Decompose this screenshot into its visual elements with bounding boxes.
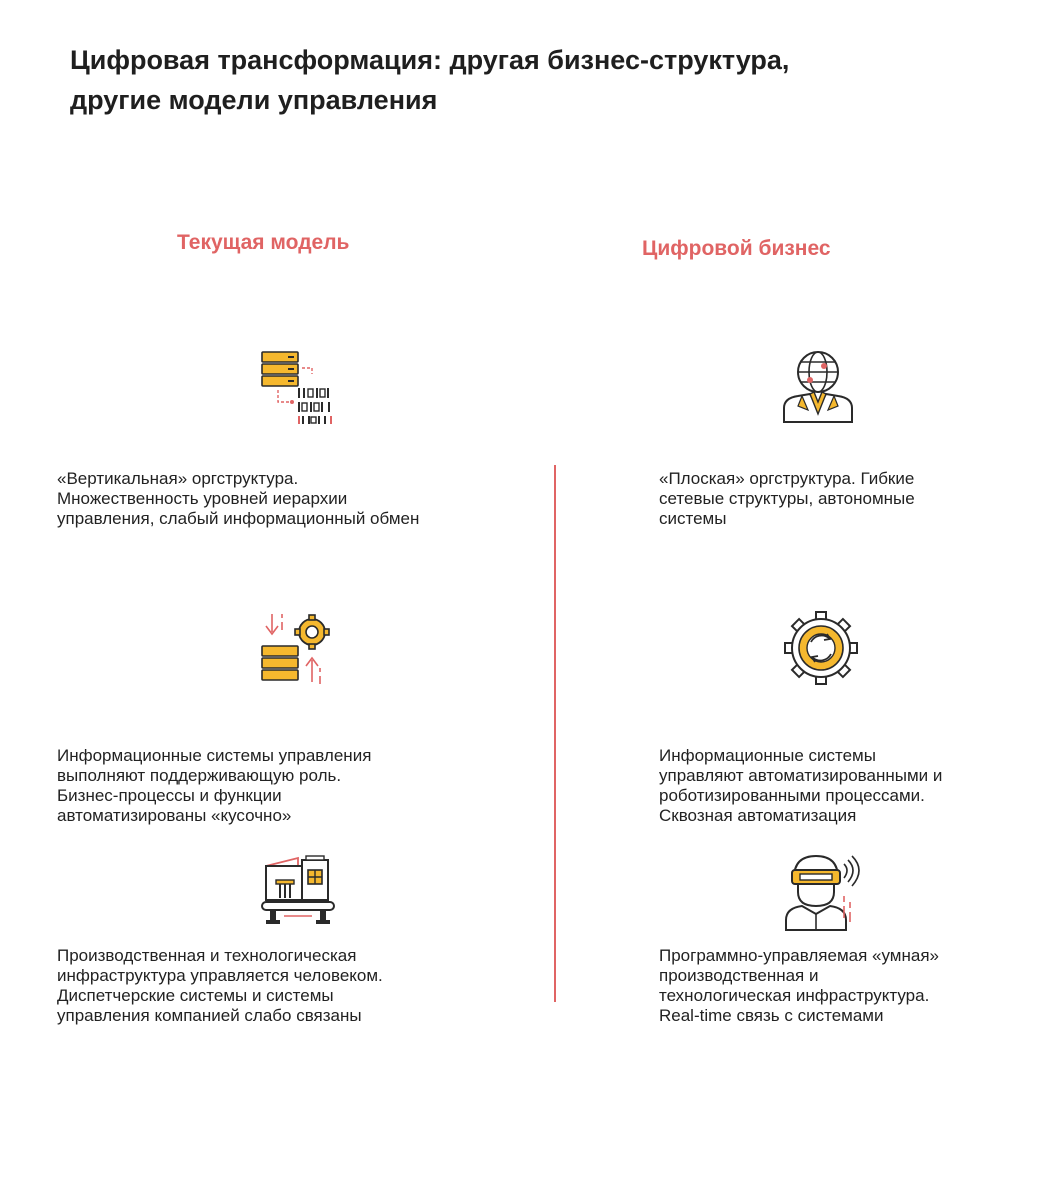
- left-item-2-text: Информационные системы управления выполняют поддерживающую роль. Бизнес-процессы и функции автоматизированы «кусочно»: [57, 746, 372, 825]
- left-column-heading: Текущая модель: [177, 231, 350, 254]
- title-line-1: Цифровая трансформация: другая бизнес-структура,: [70, 45, 790, 75]
- right-item-3-text: Программно-управляемая «умная» производственная и технологическая инфраструктура. Real-time связь с системами: [659, 946, 939, 1025]
- vr-headset-person-icon: [780, 852, 860, 932]
- factory-icon: [258, 852, 338, 932]
- right-item-2-text: Информационные системы управляют автоматизированными и роботизированными процессами. Сквозная автоматизация: [659, 746, 943, 825]
- title-line-2: другие модели управления: [70, 85, 438, 115]
- column-divider: [554, 465, 556, 1002]
- server-data-icon: [258, 348, 338, 428]
- gear-cycle-icon: [781, 608, 861, 688]
- right-item-1-text: «Плоская» оргструктура. Гибкие сетевые структуры, автономные системы: [659, 469, 915, 528]
- page-title: [70, 40, 970, 120]
- left-item-1-text: «Вертикальная» оргструктура. Множественность уровней иерархии управления, слабый информационный обмен: [57, 469, 420, 528]
- globe-head-person-icon: [778, 346, 858, 426]
- database-gear-icon: [258, 610, 338, 690]
- right-column-heading: Цифровой бизнес: [642, 237, 831, 260]
- left-item-3-text: Производственная и технологическая инфраструктура управляется человеком. Диспетчерские системы и системы управления компанией слабо связаны: [57, 946, 383, 1025]
